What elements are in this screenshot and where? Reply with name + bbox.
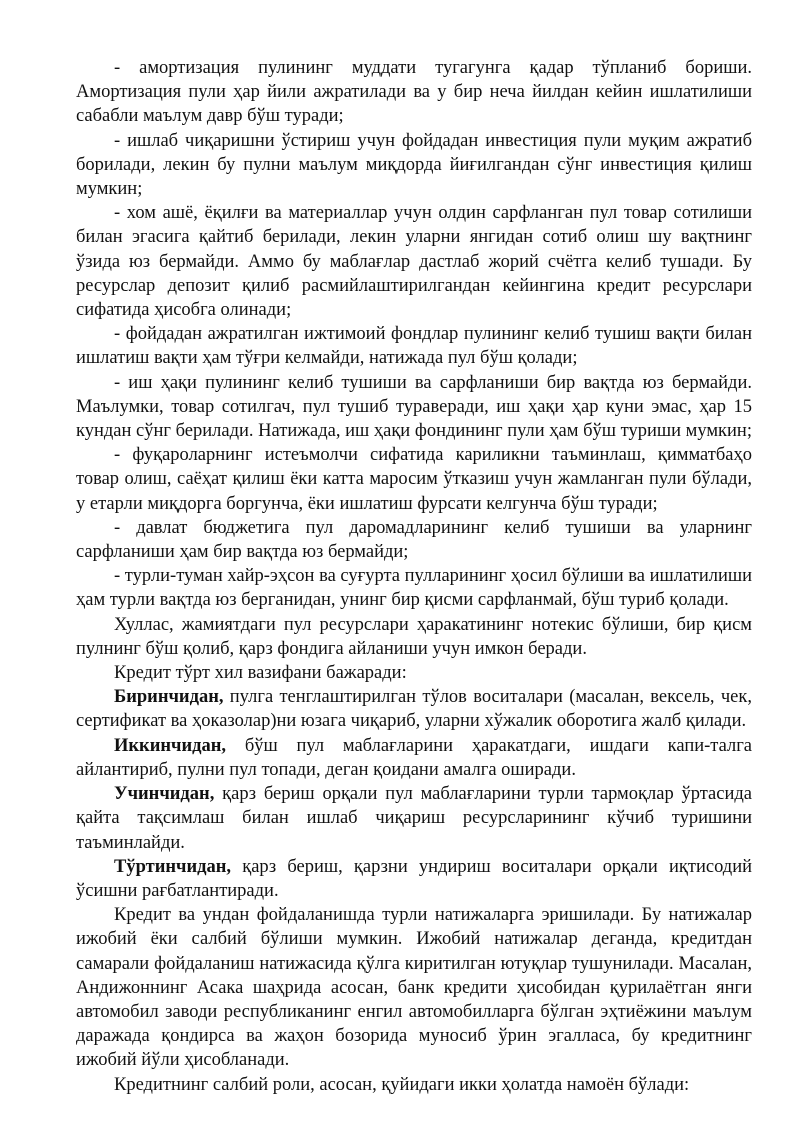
paragraph-text: Хуллас, жамиятдаги пул ресурслари ҳаракатининг нотекис бўлиши, бир қисм пулнинг бўш қолиб, қарз фондига айланиши учун имкон беради. [76, 614, 752, 659]
paragraph-credit-results [76, 903, 752, 1072]
paragraph-raw-materials [76, 201, 752, 322]
paragraph-wages [76, 371, 752, 444]
paragraph-text: - амортизация пулининг муддати тугагунга қадар тўпланиб бориши. Амортизация пули ҳар йили ажратилади ва у бир неча йилдан кейин ишлатилиши сабабли маълум давр бўш туради; [76, 58, 752, 127]
paragraph-fourth-function [76, 855, 752, 903]
paragraph-text: Кредит тўрт хил вазифани бажаради: [114, 663, 407, 684]
paragraph-lead: Тўртинчидан, [114, 856, 232, 877]
paragraph-charity-insurance [76, 564, 752, 612]
paragraph-text: - фуқароларнинг истеъмолчи сифатида кариликни таъминлаш, қимматбаҳо товар олиш, саёҳат қилиш ёки катта маросим ўтказиш учун жамланган пули бўлади, у етарли миқдорга боргунча, ёки ишлатиш фурсати келгунча бўш туради; [76, 445, 752, 514]
paragraph-investment [76, 129, 752, 202]
paragraph-third-function [76, 782, 752, 855]
paragraph-state-budget [76, 516, 752, 564]
paragraph-second-function [76, 734, 752, 782]
paragraph-negative-role [76, 1073, 752, 1097]
paragraph-text: пулга тенглаштирилган тўлов воситалари (масалан, вексель, чек, сертификат ва ҳоказолар)ни юзага чиқариб, уларни хўжалик оборотига жалб қилади. [76, 687, 752, 732]
paragraph-first-function [76, 685, 752, 733]
paragraph-lead: Учинчидан, [114, 784, 215, 805]
paragraph-four-functions [76, 661, 752, 685]
paragraph-social-funds [76, 322, 752, 370]
paragraph-text: - турли-туман хайр-эҳсон ва суғурта пулларининг ҳосил бўлиши ва ишлатилиши ҳам турли вақтда юз берганидан, унинг бир қисми сарфланмай, бўш туриб қолади. [76, 566, 752, 611]
paragraph-text: бўш пул маблағларини ҳаракатдаги, ишдаги капи-талга айлантириб, пулни пул топади, деган қоидани амалга оширади. [76, 735, 752, 780]
paragraph-amortization [76, 56, 752, 129]
paragraph-text: Кредитнинг салбий роли, асосан, қуйидаги икки ҳолатда намоён бўлади: [114, 1074, 690, 1095]
document-page [76, 56, 752, 1097]
paragraph-summary [76, 613, 752, 661]
paragraph-text: - хом ашё, ёқилғи ва материаллар учун олдин сарфланган пул товар сотилиши билан эгасига қайтиб берилади, лекин уларни янгидан сотиб олиш шу вақтнинг ўзида юз бермайди. Аммо бу маблағлар дастлаб жорий счётга келиб тушади. Бу ресурслар депозит қилиб расмийлаштирилгандан кейингина кредит ресурслари сифатида ҳисобга олинади; [76, 203, 752, 321]
paragraph-text: - ишлаб чиқаришни ўстириш учун фойдадан инвестиция пули муқим ажратиб борилади, лекин бу пулни маълум миқдорда йиғилгандан сўнг инвестиция қилиш мумкин; [76, 130, 752, 200]
paragraph-text: қарз бериш, қарзни ундириш воситалари орқали иқтисодий ўсишни рағбатлантиради. [76, 856, 752, 901]
paragraph-lead: Иккинчидан, [114, 735, 227, 756]
paragraph-citizens [76, 443, 752, 516]
paragraph-text: - иш ҳақи пулининг келиб тушиши ва сарфланиши бир вақтда юз бермайди. Маълумки, товар сотилгач, пул тушиб тураверади, иш ҳақи ҳар куни эмас, ҳар 15 кундан сўнг берилади. Натижада, иш ҳақи фондининг пули ҳам бўш туриши мумкин; [76, 372, 752, 442]
paragraph-text: - давлат бюджетига пул даромадларининг келиб тушиши ва уларнинг сарфланиши ҳам бир вақтда юз бермайди; [76, 517, 752, 563]
paragraph-text: Кредит ва ундан фойдаланишда турли натижаларга эришилади. Бу натижалар ижобий ёки салбий бўлиши мумкин. Ижобий натижалар деганда, кредитдан самарали фойдаланиш натижасида қўлга киритилган ютуқлар тушунилади. Масалан, Андижоннинг Асака шаҳрида асосан, банк кредити ҳисобидан қурилаётган янги автомобил заводи республиканинг енгил автомобилларга бўлган эҳтиёжини маълум даражада қондирса ва жаҳон бозорида муносиб ўрин эгалласа, бу кредитнинг ижобий йўли ҳисобланади. [76, 905, 752, 1071]
paragraph-text: - фойдадан ажратилган ижтимоий фондлар пулининг келиб тушиш вақти билан ишлатиш вақти ҳам тўғри келмайди, натижада пул бўш қолади; [76, 324, 752, 369]
paragraph-lead: Биринчидан, [114, 687, 224, 708]
paragraph-text: қарз бериш орқали пул маблағларини турли тармоқлар ўртасида қайта тақсимлаш билан ишлаб чиқариш ресурсларининг кўчиб туришини таъминлайди. [76, 784, 752, 853]
